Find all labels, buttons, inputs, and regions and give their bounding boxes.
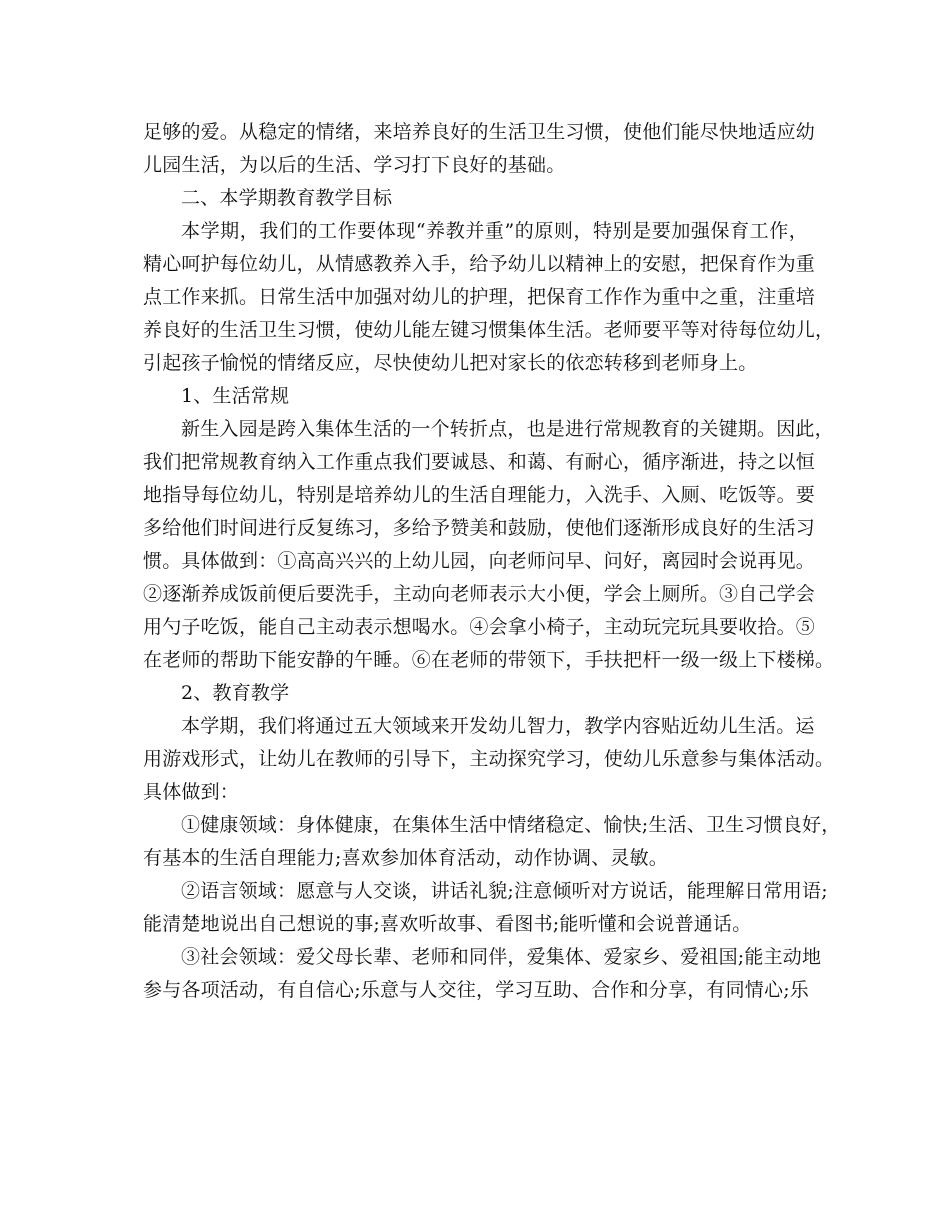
text-line: 在老师的帮助下能安静的午睡。⑥在老师的带领下，手扶把杆一级一级上下楼梯。	[143, 649, 835, 671]
document-body	[143, 116, 841, 1007]
subsection-heading: 1、生活常规	[181, 385, 290, 407]
text-line: 能清楚地说出自己想说的事;喜欢听故事、看图书;能听懂和会说普通话。	[143, 913, 752, 935]
text-line: 本学期，我们将通过五大领域来开发幼儿智力，教学内容贴近幼儿生活。运	[181, 715, 815, 737]
section-heading: 二、本学期教育教学目标	[181, 187, 393, 209]
text-line: 儿园生活，为以后的生活、学习打下良好的基础。	[143, 154, 566, 176]
text-line: 点工作来抓。日常生活中加强对幼儿的护理，把保育工作作为重中之重，注重培	[143, 286, 816, 308]
text-line: ②语言领域：愿意与人交谈，讲话礼貌;注意倾听对方说话，能理解日常用语;	[181, 880, 828, 902]
text-line: 地指导每位幼儿，特别是培养幼儿的生活自理能力，入洗手、入厕、吃饭等。要	[143, 484, 816, 506]
text-line: 引起孩子愉悦的情绪反应，尽快使幼儿把对家长的依恋转移到老师身上。	[143, 352, 758, 374]
text-line: ③社会领域：爱父母长辈、老师和同伴，爱集体、爱家乡、爱祖国;能主动地	[181, 946, 822, 968]
text-line: 新生入园是跨入集体生活的一个转折点，也是进行常规教育的关键期。因此，	[181, 418, 834, 440]
text-line: 我们把常规教育纳入工作重点我们要诚恳、和蔼、有耐心，循序渐进，持之以恒	[143, 451, 816, 473]
subsection-heading: 2、教育教学	[181, 682, 290, 704]
text-line: 惯。具体做到：①高高兴兴的上幼儿园，向老师问早、问好，离园时会说再见。	[143, 550, 816, 572]
text-line: ②逐渐养成饭前便后要洗手，主动向老师表示大小便，学会上厕所。③自己学会	[143, 583, 816, 605]
text-line: 多给他们时间进行反复练习，多给予赞美和鼓励，使他们逐渐形成良好的生活习	[143, 517, 816, 539]
text-line: 足够的爱。从稳定的情绪，来培养良好的生活卫生习惯，使他们能尽快地适应幼	[143, 121, 816, 143]
text-line: 用勺子吃饭，能自己主动表示想喝水。④会拿小椅子，主动玩完玩具要收拾。⑤	[143, 616, 816, 638]
text-line: 有基本的生活自理能力;喜欢参加体育活动，动作协调、灵敏。	[143, 847, 669, 869]
text-line: 用游戏形式，让幼儿在教师的引导下，主动探究学习，使幼儿乐意参与集体活动。	[143, 748, 835, 770]
text-line: 具体做到：	[143, 781, 240, 803]
text-line: ①健康领域：身体健康，在集体生活中情绪稳定、愉快;生活、卫生习惯良好，	[181, 814, 841, 836]
text-line: 参与各项活动，有自信心;乐意与人交往，学习互助、合作和分享，有同情心;乐	[143, 979, 810, 1001]
text-line: 精心呵护每位幼儿，从情感教养入手，给予幼儿以精神上的安慰，把保育作为重	[143, 253, 816, 275]
text-line: 本学期，我们的工作要体现“养教并重”的原则，特别是要加强保育工作，	[181, 220, 808, 242]
text-line: 养良好的生活卫生习惯，使幼儿能左键习惯集体生活。老师要平等对待每位幼儿，	[143, 319, 835, 341]
